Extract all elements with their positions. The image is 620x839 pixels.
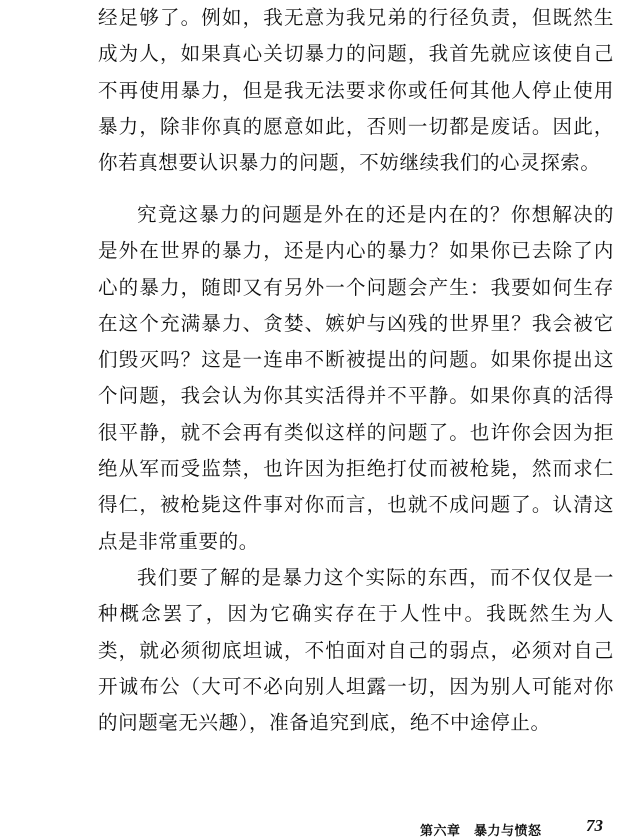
page-number: 73 (586, 816, 603, 835)
running-head: 第六章 暴力与愤怒 (420, 824, 542, 839)
body-paragraph-3: 我们要了解的是暴力这个实际的东西，而不仅仅是一种概念罢了，因为它确实存在于人性中。我既然生为人类，就必须彻底坦诚，不怕面对自己的弱点，必须对自己开诚布公（大可不必向别人坦露一切，因为别人可能对你的问题毫无兴趣），准备追究到底，绝不中途停止。 (98, 566, 614, 735)
body-paragraph-2: 究竟这暴力的问题是外在的还是内在的？你想解决的是外在世界的暴力，还是内心的暴力？如果你已去除了内心的暴力，随即又有另外一个问题会产生：我要如何生存在这个充满暴力、贪婪、嫉妒与凶残的世界里？我会被它们毁灭吗？这是一连串不断被提出的问题。如果你提出这个问题，我会认为你其实活得并不平静。如果你真的活得很平静，就不会再有类似这样的问题了。也许你会因为拒绝从军而受监禁，也许因为拒绝打仗而被枪毙，然而求仁得仁，被枪毙这件事对你而言，也就不成问题了。认清这点是非常重要的。 (98, 203, 614, 553)
body-paragraph-1: 经足够了。例如，我无意为我兄弟的行径负责，但既然生成为人，如果真心关切暴力的问题，我首先就应该使自己不再使用暴力，但是我无法要求你或任何其他人停止使用暴力，除非你真的愿意如此，否则一切都是废话。因此，你若真想要认识暴力的问题，不妨继续我们的心灵探索。 (98, 6, 614, 175)
page-footer (0, 808, 620, 839)
